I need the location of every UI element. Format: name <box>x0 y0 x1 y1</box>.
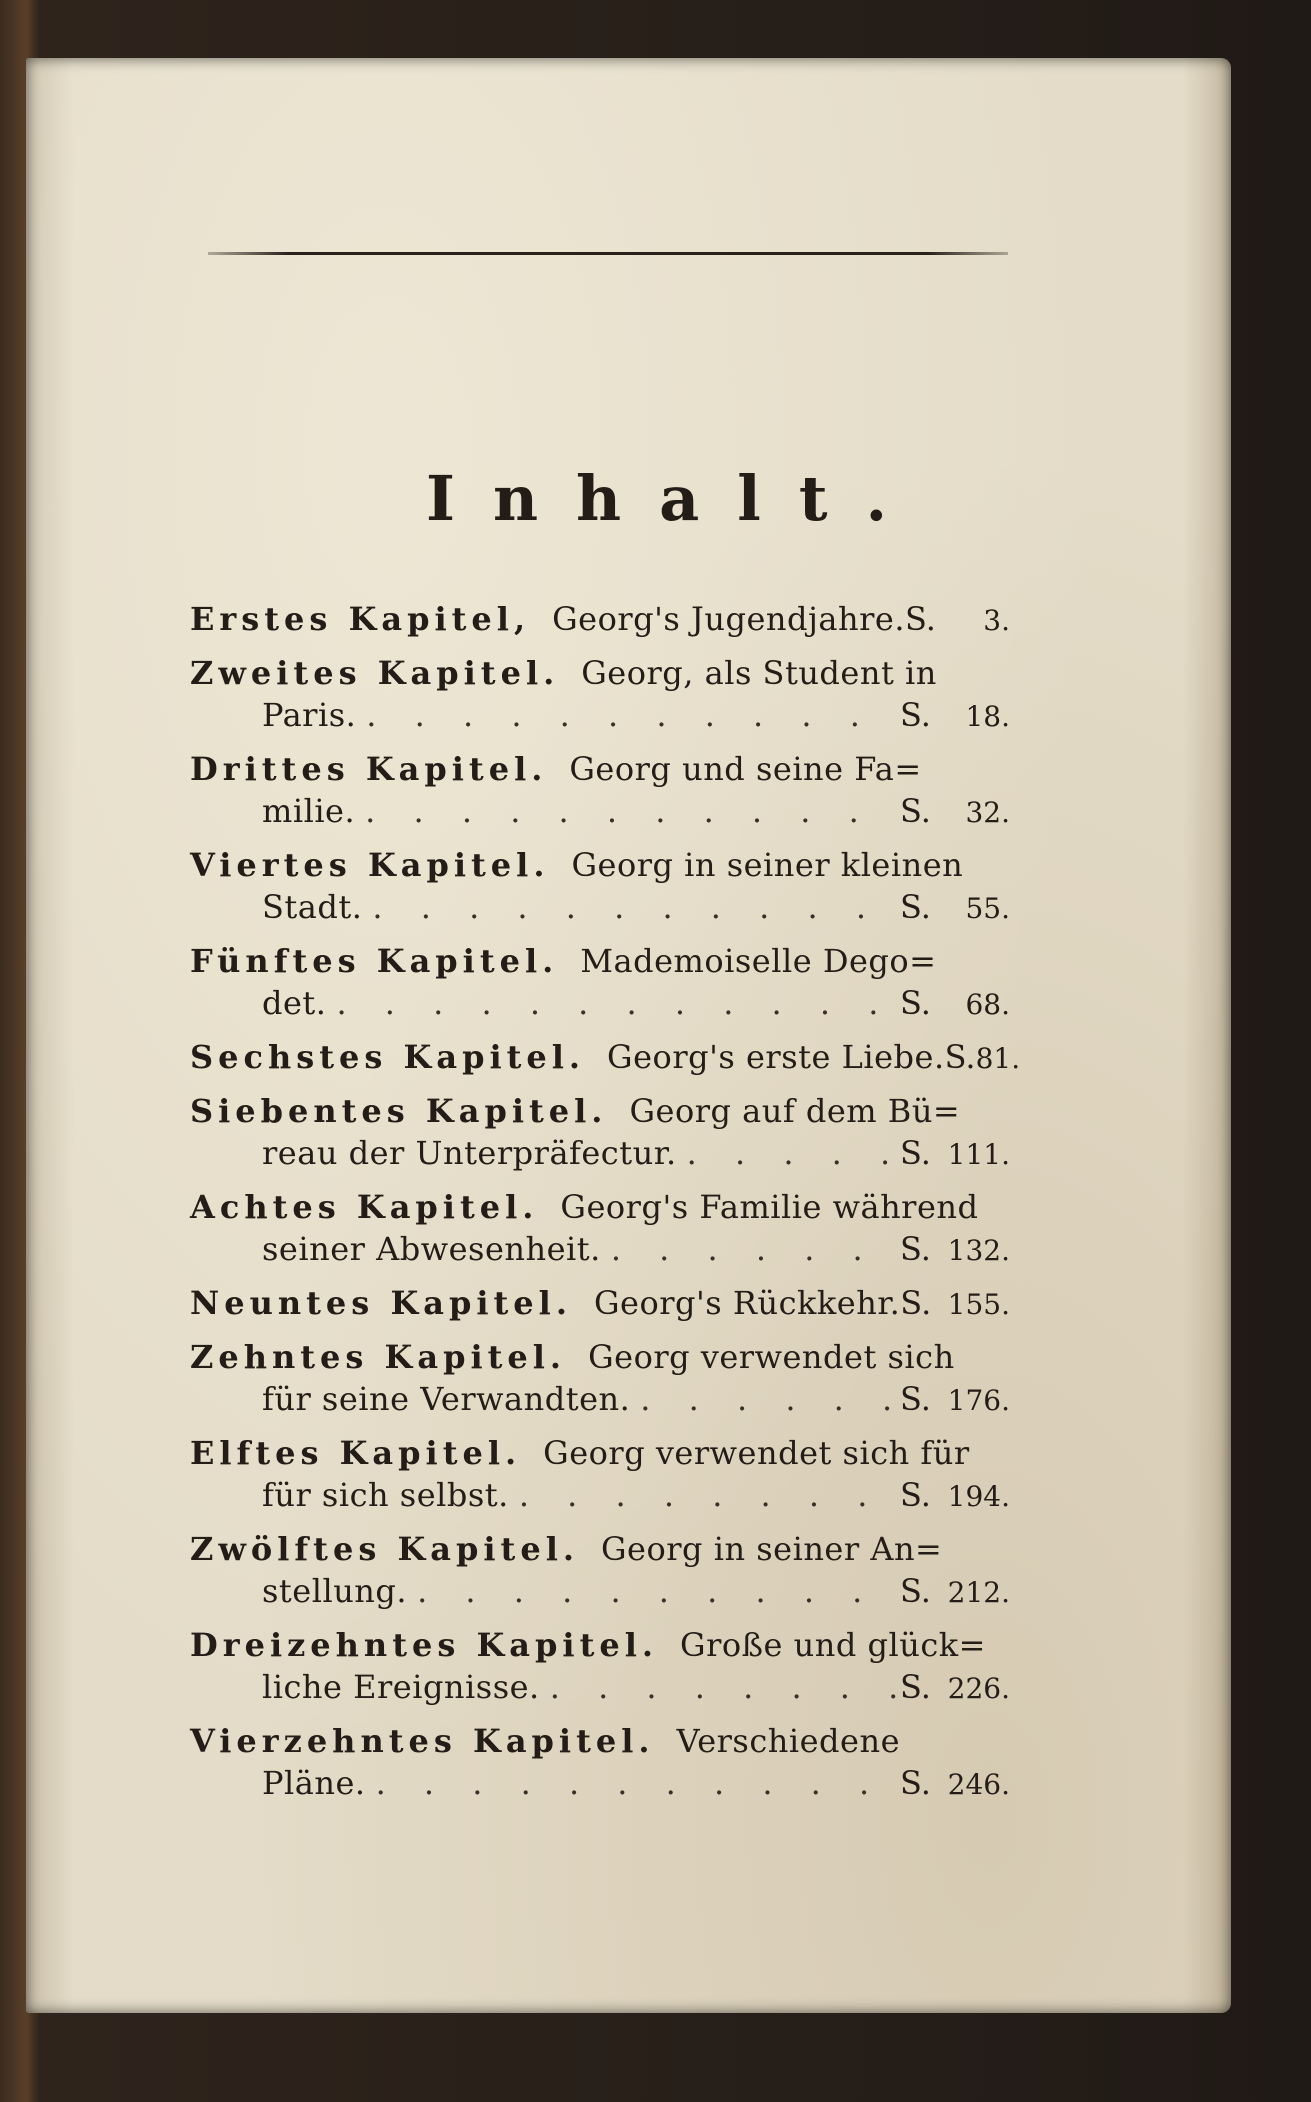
page-heading: Inhalt. <box>425 462 926 535</box>
page-number: 246. <box>947 1768 1010 1801</box>
chapter-title: Georg's Jugendjahre. <box>552 600 905 638</box>
page-number: 132. <box>947 1234 1010 1267</box>
chapter-title: Georg in seiner kleinen <box>571 846 964 884</box>
toc-entry <box>190 1336 1010 1420</box>
toc-entry <box>190 652 1010 736</box>
page-number: 226. <box>947 1672 1010 1705</box>
toc-continuation <box>190 1228 1010 1270</box>
page-number: 155. <box>947 1288 1010 1321</box>
chapter-title: Große und glück= <box>680 1626 986 1664</box>
toc-line <box>190 1528 1010 1570</box>
chapter-title-continued: det. <box>262 984 327 1022</box>
page-number: 3. <box>983 604 1010 637</box>
chapter-title: Georg's erste Liebe. <box>607 1038 945 1076</box>
chapter-title: Georg verwendet sich für <box>543 1434 970 1472</box>
toc-continuation <box>190 790 1010 832</box>
chapter-title-continued: seiner Abwesenheit. <box>262 1230 601 1268</box>
toc-entry <box>190 1090 1010 1174</box>
page-prefix: S. <box>900 1230 931 1268</box>
chapter-label: Neuntes Kapitel. <box>190 1284 572 1322</box>
toc-line <box>190 1282 1010 1324</box>
chapter-label: Drittes Kapitel. <box>190 750 548 788</box>
chapter-title-continued: milie. <box>262 792 356 830</box>
chapter-title: Georg verwendet sich <box>588 1338 955 1376</box>
leader-dots <box>407 1570 900 1612</box>
leader-dots <box>356 694 900 736</box>
toc-entry <box>190 940 1010 1024</box>
toc-line <box>190 1432 1010 1474</box>
chapter-title: Georg auf dem Bü= <box>629 1092 961 1130</box>
page-number: 194. <box>947 1480 1010 1513</box>
chapter-title: Verschiedene <box>676 1722 901 1760</box>
leader-dots <box>509 1474 900 1516</box>
chapter-title: Georg in seiner An= <box>600 1530 943 1568</box>
page-number: 111. <box>947 1138 1010 1171</box>
chapter-label: Viertes Kapitel. <box>190 846 550 884</box>
page-prefix: S. <box>904 600 936 638</box>
chapter-label: Zwölftes Kapitel. <box>190 1530 579 1568</box>
toc-line <box>190 1036 1021 1078</box>
page-prefix: S. <box>900 792 931 830</box>
leader-dots <box>601 1228 900 1270</box>
page-prefix: S. <box>944 1038 976 1076</box>
chapter-title: Georg's Familie während <box>560 1188 979 1226</box>
toc-entry <box>190 1036 1021 1078</box>
top-rule <box>208 252 1008 255</box>
leader-dots <box>677 1132 900 1174</box>
chapter-title-continued: Stadt. <box>262 888 363 926</box>
chapter-label: Fünftes Kapitel. <box>190 942 559 980</box>
page-prefix: S. <box>900 1668 931 1706</box>
toc-entry <box>190 748 1010 832</box>
chapter-label: Dreizehntes Kapitel. <box>190 1626 658 1664</box>
toc-entry <box>190 1186 1010 1270</box>
toc-continuation <box>190 1474 1010 1516</box>
chapter-title-continued: für seine Verwandten. <box>262 1380 631 1418</box>
chapter-title-continued: reau der Unterpräfectur. <box>262 1134 677 1172</box>
page-prefix: S. <box>900 1134 931 1172</box>
chapter-title: Georg und seine Fa= <box>569 750 922 788</box>
toc-line <box>190 1336 1010 1378</box>
toc-entry <box>190 1624 1010 1708</box>
chapter-title-continued: für sich selbst. <box>262 1476 509 1514</box>
page-number: 55. <box>965 892 1010 925</box>
chapter-label: Siebentes Kapitel. <box>190 1092 608 1130</box>
toc-continuation <box>190 1132 1010 1174</box>
toc-continuation <box>190 1666 1010 1708</box>
toc-line <box>190 1624 1010 1666</box>
toc-continuation <box>190 982 1010 1024</box>
page-prefix: S. <box>900 984 931 1022</box>
page-prefix: S. <box>900 1380 931 1418</box>
toc-entry <box>190 1720 1010 1804</box>
toc-continuation <box>190 886 1010 928</box>
leader-dots <box>540 1666 900 1708</box>
chapter-title: Mademoiselle Dego= <box>580 942 937 980</box>
chapter-label: Zehntes Kapitel. <box>190 1338 567 1376</box>
page-prefix: S. <box>900 888 931 926</box>
chapter-label: Erstes Kapitel, <box>190 600 531 638</box>
page-number: 18. <box>965 700 1010 733</box>
toc-line <box>190 940 1010 982</box>
chapter-label: Zweites Kapitel. <box>190 654 560 692</box>
leader-dots <box>630 1378 900 1420</box>
page-number: 212. <box>947 1576 1010 1609</box>
toc-line <box>190 1186 1010 1228</box>
page-number: 176. <box>947 1384 1010 1417</box>
toc-continuation <box>190 694 1010 736</box>
leader-dots <box>366 1762 900 1804</box>
page-prefix: S. <box>900 1284 932 1322</box>
toc-entry <box>190 1432 1010 1516</box>
toc-line <box>190 652 1010 694</box>
toc-continuation <box>190 1378 1010 1420</box>
toc-line <box>190 1720 1010 1762</box>
chapter-label: Elftes Kapitel. <box>190 1434 522 1472</box>
chapter-label: Achtes Kapitel. <box>190 1188 539 1226</box>
page-prefix: S. <box>900 1476 931 1514</box>
page-number: 68. <box>965 988 1010 1021</box>
chapter-title-continued: Paris. <box>262 696 357 734</box>
chapter-title-continued: liche Ereignisse. <box>262 1668 540 1706</box>
page-number: 81. <box>975 1042 1021 1075</box>
leader-dots <box>362 886 900 928</box>
leader-dots <box>355 790 900 832</box>
page-number: 32. <box>965 796 1010 829</box>
page-prefix: S. <box>900 1764 931 1802</box>
chapter-label: Sechstes Kapitel. <box>190 1038 586 1076</box>
chapter-title: Georg, als Student in <box>581 654 937 692</box>
page-prefix: S. <box>900 1572 931 1610</box>
toc-entry <box>190 844 1010 928</box>
chapter-title-continued: Pläne. <box>262 1764 366 1802</box>
toc-line <box>190 748 1010 790</box>
toc-line <box>190 598 1010 640</box>
toc-entry <box>190 1282 1010 1324</box>
toc-line <box>190 844 1010 886</box>
table-of-contents <box>190 598 1021 1816</box>
toc-continuation <box>190 1570 1010 1612</box>
toc-continuation <box>190 1762 1010 1804</box>
page-prefix: S. <box>900 696 931 734</box>
toc-entry <box>190 1528 1010 1612</box>
chapter-title-continued: stellung. <box>262 1572 408 1610</box>
toc-entry <box>190 598 1010 640</box>
chapter-title: Georg's Rückkehr. <box>593 1284 901 1322</box>
chapter-label: Vierzehntes Kapitel. <box>190 1722 655 1760</box>
toc-line <box>190 1090 1010 1132</box>
leader-dots <box>326 982 900 1024</box>
